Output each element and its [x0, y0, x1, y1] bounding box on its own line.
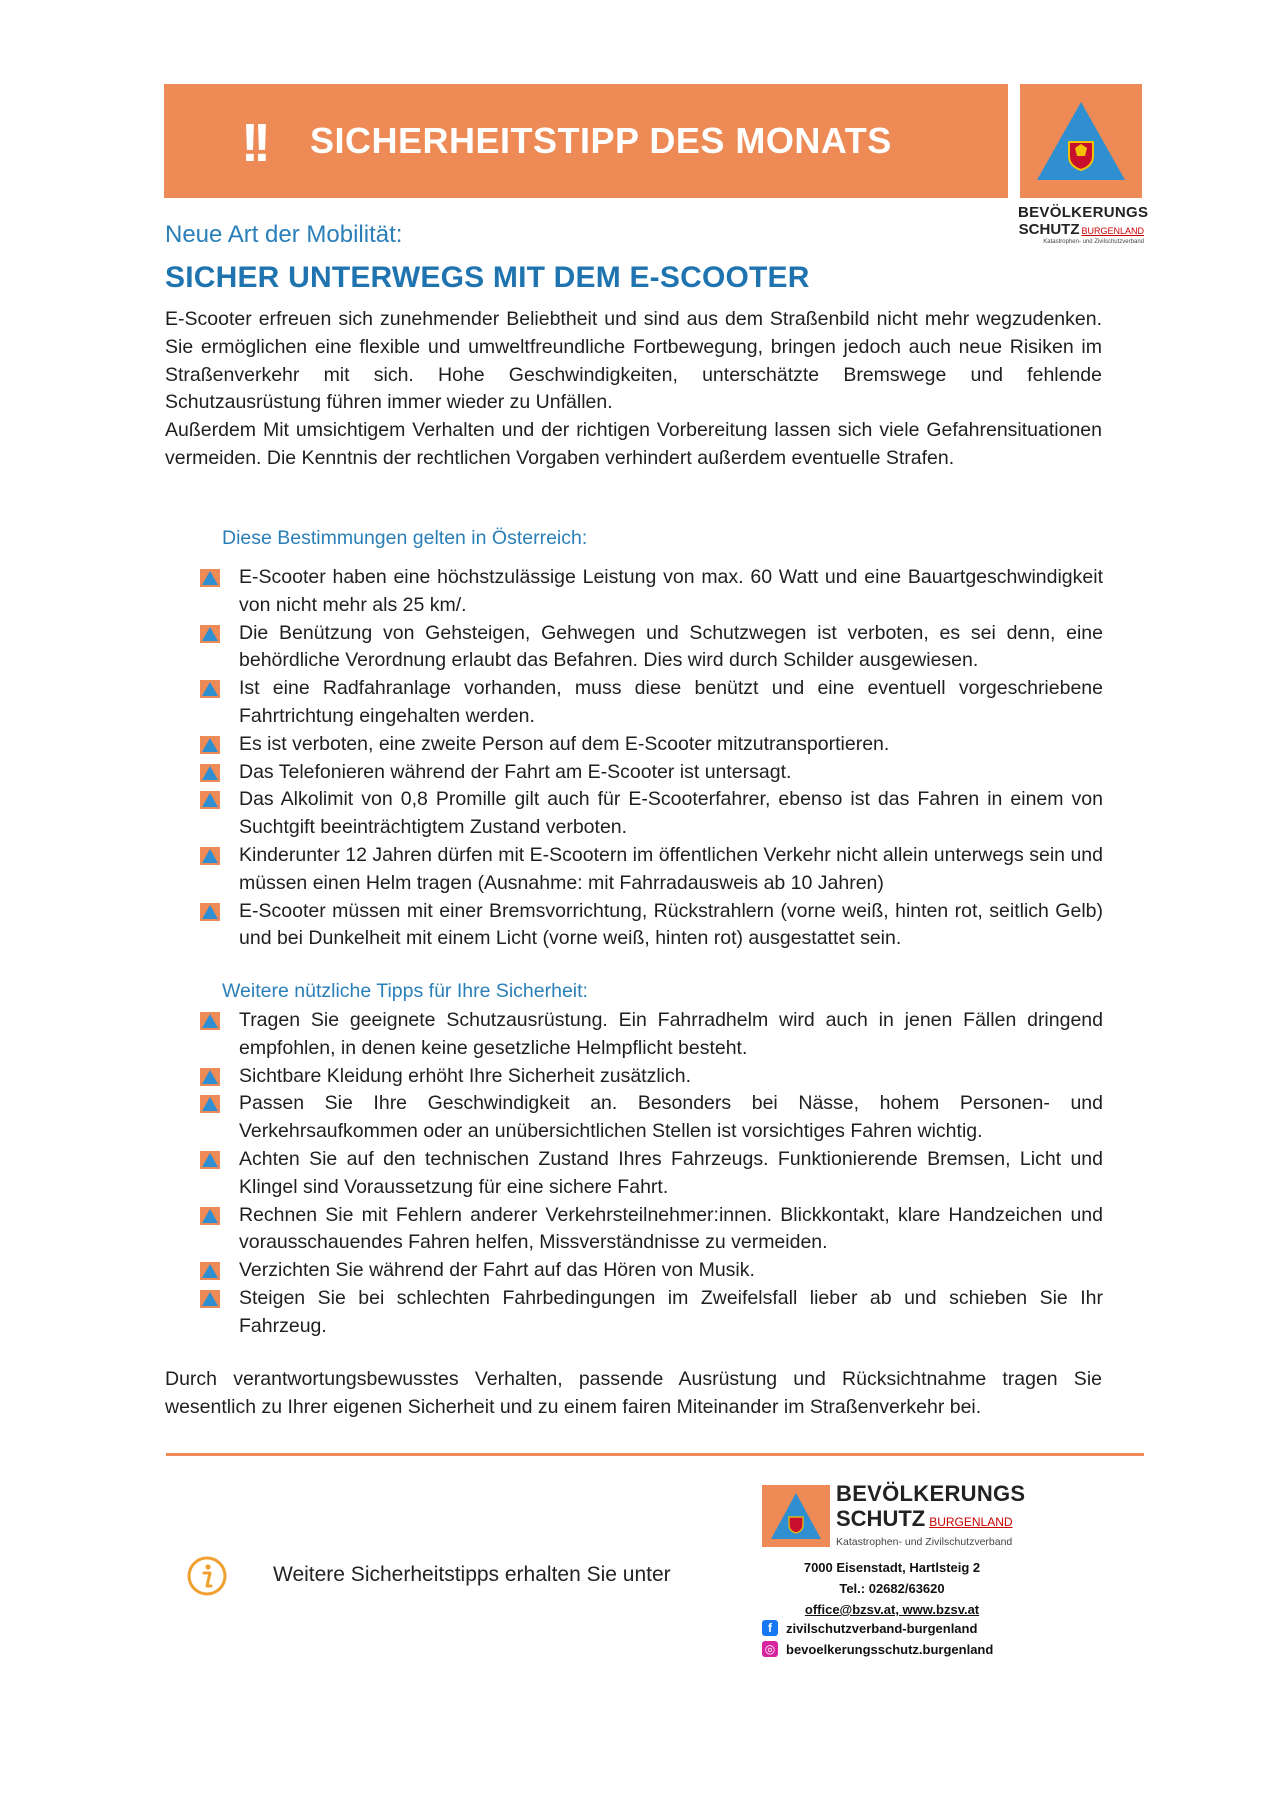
- triangle-bullet-icon: [200, 1290, 220, 1308]
- exclamation-icon: !!: [241, 113, 265, 173]
- article-headline: SICHER UNTERWEGS MIT DEM E-SCOOTER: [165, 261, 810, 294]
- instagram-link[interactable]: ◎ bevoelkerungsschutz.burgenland: [762, 1641, 993, 1657]
- triangle-bullet-icon: [200, 1068, 220, 1086]
- triangle-bullet-icon: [200, 680, 220, 698]
- footer-wordmark: BEVÖLKERUNGS SCHUTZ BURGENLAND Katastrophen- und Zivilschutzverband: [836, 1481, 1026, 1548]
- list-item: Verzichten Sie während der Fahrt auf das Hören von Musik.: [200, 1257, 1103, 1285]
- list-item: Das Telefonieren während der Fahrt am E-Scooter ist untersagt.: [200, 759, 1103, 787]
- regulations-list: [200, 564, 1103, 953]
- list-item: Das Alkolimit von 0,8 Promille gilt auch für E-Scooterfahrer, ebenso ist das Fahren in einem von Suchtgift beeinträchtigtem Zustand verboten.: [200, 786, 1103, 842]
- triangle-bullet-icon: [200, 1012, 220, 1030]
- facebook-icon: f: [762, 1620, 778, 1636]
- triangle-bullet-icon: [200, 1095, 220, 1113]
- list-item: Es ist verboten, eine zweite Person auf dem E-Scooter mitzutransportieren.: [200, 731, 1103, 759]
- triangle-bullet-icon: [200, 903, 220, 921]
- article-subtitle: Neue Art der Mobilität:: [165, 221, 403, 248]
- list-item: Achten Sie auf den technischen Zustand Ihres Fahrzeugs. Funktionierende Bremsen, Licht und Klingel sind Voraussetzung für eine sichere Fahrt.: [200, 1146, 1103, 1202]
- contact-details: [762, 1557, 1022, 1620]
- triangle-bullet-icon: [200, 736, 220, 754]
- info-icon: [186, 1555, 228, 1597]
- triangle-bullet-icon: [200, 847, 220, 865]
- list-item: Rechnen Sie mit Fehlern anderer Verkehrsteilnehmer:innen. Blickkontakt, klare Handzeichen und vorausschauendes Fahren helfen, Missverständnisse zu vermeiden.: [200, 1202, 1103, 1258]
- list-item: Steigen Sie bei schlechten Fahrbedingungen im Zweifelsfall lieber ab und schieben Sie Ihr Fahrzeug.: [200, 1285, 1103, 1341]
- footer-logo: [762, 1485, 830, 1547]
- organisation-logo: [1020, 84, 1142, 198]
- header-banner: [164, 84, 1008, 198]
- regulations-heading: Diese Bestimmungen gelten in Österreich:: [222, 527, 588, 549]
- triangle-bullet-icon: [200, 1207, 220, 1225]
- footer-divider: [166, 1453, 1144, 1456]
- facebook-link[interactable]: f zivilschutzverband-burgenland: [762, 1620, 977, 1636]
- intro-paragraph: Außerdem Mit umsichtigem Verhalten und der richtigen Vorbereitung lassen sich viele Gefahrensituationen vermeiden. Die Kenntnis der rechtlichen Vorgaben verhindert außerdem eventuelle Strafen.: [165, 419, 1102, 469]
- banner-title: SICHERHEITSTIPP DES MONATS: [309, 120, 892, 161]
- address: 7000 Eisenstadt, Hartlsteig 2: [803, 1560, 981, 1575]
- list-item: Ist eine Radfahranlage vorhanden, muss diese benützt und eine eventuell vorgeschriebene Fahrtrichtung eingehalten werden.: [200, 675, 1103, 731]
- triangle-bullet-icon: [200, 764, 220, 782]
- list-item: Sichtbare Kleidung erhöht Ihre Sicherheit zusätzlich.: [200, 1063, 1103, 1091]
- warning-triangle-logo-icon: [768, 1490, 824, 1542]
- tips-list: [200, 1007, 1103, 1341]
- triangle-bullet-icon: [200, 569, 220, 587]
- list-item: Die Benützung von Gehsteigen, Gehwegen und Schutzwegen ist verboten, es sei denn, eine behördliche Verordnung erlaubt das Befahren. Dies wird durch Schilder ausgewiesen.: [200, 620, 1103, 676]
- more-tips-text: Weitere Sicherheitstipps erhalten Sie unter: [273, 1563, 671, 1586]
- list-item: Kinderunter 12 Jahren dürfen mit E-Scootern im öffentlichen Verkehr nicht allein unterwegs sein und müssen einen Helm tragen (Ausnahme: mit Fahrradausweis ab 10 Jahren): [200, 842, 1103, 898]
- triangle-bullet-icon: [200, 791, 220, 809]
- intro-paragraph: E-Scooter erfreuen sich zunehmender Beliebtheit und sind aus dem Straßenbild nicht mehr wegzudenken. Sie ermöglichen eine flexible und umweltfreundliche Fortbewegung, bringen jedoch auch neue Risiken im Straßenverkehr mit sich. Hohe Geschwindigkeiten, unterschätzte Bremswege und fehlende Schutzausrüstung führen immer wieder zu Unfällen.: [165, 308, 1102, 414]
- email-web-link[interactable]: office@bzsv.at, www.bzsv.at: [804, 1602, 980, 1617]
- list-item: E-Scooter müssen mit einer Bremsvorrichtung, Rückstrahlern (vorne weiß, hinten rot, seitlich Gelb) und bei Dunkelheit mit einem Licht (vorne weiß, hinten rot) ausgestattet sein.: [200, 898, 1103, 954]
- triangle-bullet-icon: [200, 1262, 220, 1280]
- closing-paragraph: Durch verantwortungsbewusstes Verhalten, passende Ausrüstung und Rücksichtnahme tragen Sie wesentlich zu Ihrer eigenen Sicherheit und zu einem fairen Miteinander im Straßenverkehr bei.: [165, 1368, 1102, 1418]
- list-item: E-Scooter haben eine höchstzulässige Leistung von max. 60 Watt und eine Bauartgeschwindigkeit von nicht mehr als 25 km/.: [200, 564, 1103, 620]
- instagram-icon: ◎: [762, 1641, 778, 1657]
- list-item: Passen Sie Ihre Geschwindigkeit an. Besonders bei Nässe, hohem Personen- und Verkehrsaufkommen oder an unübersichtlichen Stellen ist vorsichtiges Fahren wichtig.: [200, 1090, 1103, 1146]
- logo-wordmark: BEVÖLKERUNGS SCHUTZ BURGENLAND Katastrophen- und Zivilschutzverband: [1018, 204, 1149, 245]
- warning-triangle-logo-icon: [1033, 98, 1129, 184]
- tips-heading: Weitere nützliche Tipps für Ihre Sicherheit:: [222, 980, 588, 1002]
- phone: Tel.: 02682/63620: [839, 1581, 945, 1596]
- list-item: Tragen Sie geeignete Schutzausrüstung. Ein Fahrradhelm wird auch in jenen Fällen dringend empfohlen, in denen keine gesetzliche Helmpflicht besteht.: [200, 1007, 1103, 1063]
- triangle-bullet-icon: [200, 625, 220, 643]
- intro-text: [165, 306, 1102, 473]
- triangle-bullet-icon: [200, 1151, 220, 1169]
